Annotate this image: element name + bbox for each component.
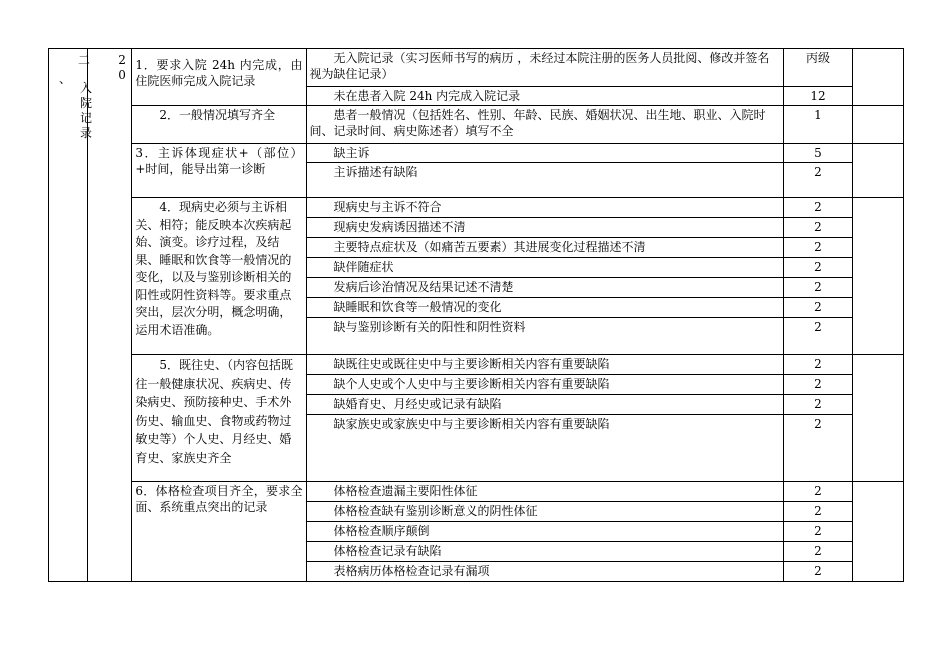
score-cell: 12 (783, 87, 853, 106)
defect-cell: 主要特点症状及（如痛苦五要素）其进展变化过程描述不清 (306, 238, 783, 258)
defect-cell: 体格检查遗漏主要阳性体征 (306, 482, 783, 502)
score-cell: 2 (783, 198, 853, 218)
blank-cell (853, 355, 904, 482)
table-row (49, 144, 904, 163)
blank-cell (853, 198, 904, 355)
score-cell: 2 (783, 375, 853, 395)
section-dot: 、 (59, 72, 72, 86)
table-row (49, 198, 904, 218)
defect-cell: 体格检查记录有缺陷 (306, 542, 783, 562)
blank-cell (853, 144, 904, 198)
score-cell: 2 (783, 278, 853, 298)
blank-cell (853, 482, 904, 582)
blank-cell (853, 49, 904, 106)
requirement-text: 3．主诉体现症状+（部位）+时间，能导出第一诊断 (135, 146, 303, 176)
defect-cell: 现病史与主诉不符合 (306, 198, 783, 218)
score-cell: 2 (783, 318, 853, 355)
points-cell (88, 49, 132, 582)
defect-cell: 发病后诊治情况及结果记述不清楚 (306, 278, 783, 298)
requirement-cell: 5．既往史、（内容包括既往一般健康状况、疾病史、传染病史、预防接种史、手术外伤史、输血史、食物或药物过敏史等）个人史、月经史、婚育史、家族史齐全 (132, 355, 306, 482)
score-cell: 2 (783, 258, 853, 278)
defect-cell: 缺个人史或个人史中与主要诊断相关内容有重要缺陷 (306, 375, 783, 395)
defect-cell: 缺家族史或家族史中与主要诊断相关内容有重要缺陷 (306, 415, 783, 482)
table-row (49, 482, 904, 502)
scoring-table (48, 48, 904, 582)
score-cell: 2 (783, 502, 853, 522)
score-cell: 5 (783, 144, 853, 163)
requirement-cell (132, 482, 306, 582)
score-cell: 2 (783, 415, 853, 482)
score-cell: 2 (783, 482, 853, 502)
score-cell: 2 (783, 238, 853, 258)
section-points: 20 (118, 53, 126, 82)
requirement-cell (132, 144, 306, 198)
score-cell: 1 (783, 106, 853, 144)
defect-cell: 缺伴随症状 (306, 258, 783, 278)
defect-cell: 缺婚育史、月经史或记录有缺陷 (306, 395, 783, 415)
defect-cell: 缺既往史或既往史中与主要诊断相关内容有重要缺陷 (306, 355, 783, 375)
score-cell: 2 (783, 395, 853, 415)
defect-cell: 现病史发病诱因描述不清 (306, 218, 783, 238)
score-cell: 2 (783, 163, 853, 198)
defect-cell: 无入院记录（实习医师书写的病历 ，未经过本院注册的医务人员批阅、修改并签名视为缺住记录） (306, 49, 783, 87)
score-cell: 2 (783, 298, 853, 318)
score-cell: 2 (783, 562, 853, 582)
score-cell: 丙级 (783, 49, 853, 87)
defect-cell: 缺睡眠和饮食等一般情况的变化 (306, 298, 783, 318)
defect-cell: 未在患者入院 24h 内完成入院记录 (306, 87, 783, 106)
score-cell: 2 (783, 355, 853, 375)
table-row (49, 49, 904, 87)
requirement-cell (132, 49, 306, 106)
requirement-cell: 2．一般情况填写齐全 (132, 106, 306, 144)
defect-cell: 缺主诉 (306, 144, 783, 163)
defect-cell: 主诉描述有缺陷 (306, 163, 783, 198)
defect-cell: 体格检查缺有鉴别诊断意义的阴性体征 (306, 502, 783, 522)
defect-cell: 患者一般情况（包括姓名、性别、年龄、民族、婚姻状况、出生地、职业、入院时间、记录时间、病史陈述者）填写不全 (306, 106, 783, 144)
section-number: 二 (77, 53, 90, 67)
score-cell: 2 (783, 522, 853, 542)
defect-cell: 表格病历体格检查记录有漏项 (306, 562, 783, 582)
blank-cell (853, 106, 904, 144)
defect-cell: 体格检查顺序颠倒 (306, 522, 783, 542)
score-cell: 2 (783, 218, 853, 238)
defect-cell: 缺与鉴别诊断有关的阳性和阴性资料 (306, 318, 783, 355)
table-row (49, 355, 904, 375)
section-cell (49, 49, 92, 582)
scoring-document (48, 48, 904, 582)
table-row (49, 106, 904, 144)
requirement-cell: 4．现病史必须与主诉相关、相符；能反映本次疾病起始、演变。诊疗过程，及结果、睡眠和饮食等一般情况的变化，以及与鉴别诊断相关的阳性或阴性资料等。要求重点突出，层次分明，概念明确，运用术语准确。 (132, 198, 306, 355)
section-title: 入院记录 (79, 81, 92, 140)
requirement-text: 6．体格检查项目齐全，要求全面、系统重点突出的记录 (135, 484, 303, 514)
requirement-text: 1．要求入院 24h 内完成，由住院医师完成入院记录 (135, 58, 303, 88)
score-cell: 2 (783, 542, 853, 562)
